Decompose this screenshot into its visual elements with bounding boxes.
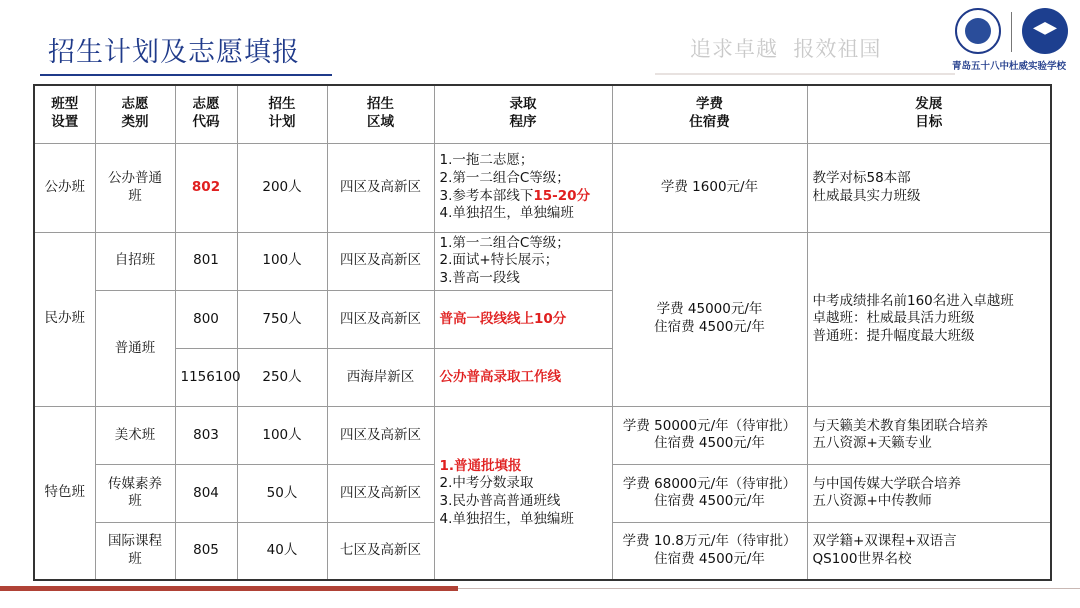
procedure-text: 3.参考本部线下 (439, 187, 534, 204)
region-cell: 四区及高新区 (327, 232, 434, 290)
group-cell: 公办班 (34, 143, 95, 232)
procedure-line (440, 188, 607, 206)
header-code: 志愿 代码 (175, 85, 237, 143)
category-cell: 普通班 (95, 290, 175, 406)
table-row (34, 406, 1051, 464)
footer-line (458, 588, 1080, 589)
procedure-cell: 1.第一二组合C等级； 2.面试+特长展示； 3.普高一段线 (434, 232, 612, 290)
goal-cell: 双学籍+双课程+双语言 QS100世界名校 (807, 522, 1051, 580)
school-emblem-logo (955, 8, 1001, 54)
procedure-cell (434, 143, 612, 232)
fee-cell: 学费 50000元/年（待审批） 住宿费 4500元/年 (612, 406, 807, 464)
region-cell: 四区及高新区 (327, 290, 434, 348)
header-class-type: 班型 设置 (34, 85, 95, 143)
header-fee: 学费 住宿费 (612, 85, 807, 143)
code-cell: 1156100 (175, 348, 237, 406)
header-row (34, 85, 1051, 143)
category-cell: 美术班 (95, 406, 175, 464)
quota-cell: 100人 (237, 406, 327, 464)
code-cell: 800 (175, 290, 237, 348)
region-cell: 西海岸新区 (327, 348, 434, 406)
goal-cell: 教学对标58本部 杜威最具实力班级 (807, 143, 1051, 232)
code-cell: 803 (175, 406, 237, 464)
quota-cell: 40人 (237, 522, 327, 580)
quota-cell: 50人 (237, 464, 327, 522)
procedure-cell: 普高一段线线上10分 (434, 290, 612, 348)
region-cell: 四区及高新区 (327, 464, 434, 522)
school-name: 青岛五十八中杜威实验学校 (952, 61, 1067, 72)
logo-divider (1011, 12, 1012, 52)
goal-cell: 中考成绩排名前160名进入卓越班 卓越班：杜威最具活力班级 普通班：提升幅度最大班级 (807, 232, 1051, 406)
fee-cell: 学费 45000元/年 住宿费 4500元/年 (612, 232, 807, 406)
region-cell: 七区及高新区 (327, 522, 434, 580)
page-title: 招生计划及志愿填报 (48, 37, 300, 68)
score-range-highlight: 15-20分 (533, 187, 591, 204)
footer-accent-bar (0, 586, 458, 591)
code-cell: 801 (175, 232, 237, 290)
quota-cell: 750人 (237, 290, 327, 348)
quota-cell: 250人 (237, 348, 327, 406)
quota-cell: 200人 (237, 143, 327, 232)
title-underline (40, 74, 332, 76)
procedure-line: 1.一拖二志愿； (439, 151, 534, 168)
table-row (34, 232, 1051, 290)
group-cell: 特色班 (34, 406, 95, 580)
quota-cell: 100人 (237, 232, 327, 290)
region-cell: 四区及高新区 (327, 143, 434, 232)
goal-cell: 与天籁美术教育集团联合培养 五八资源+天籁专业 (807, 406, 1051, 464)
header-goal: 发展 目标 (807, 85, 1051, 143)
group-cell: 民办班 (34, 232, 95, 406)
code-cell: 805 (175, 522, 237, 580)
goal-cell: 与中国传媒大学联合培养 五八资源+中传教师 (807, 464, 1051, 522)
code-cell: 802 (175, 143, 237, 232)
fee-cell: 学费 68000元/年（待审批） 住宿费 4500元/年 (612, 464, 807, 522)
enrollment-plan-table (33, 84, 1052, 581)
header-procedure: 录取 程序 (434, 85, 612, 143)
motto-underline (655, 73, 955, 75)
region-cell: 四区及高新区 (327, 406, 434, 464)
procedure-cell: 公办普高录取工作线 (434, 348, 612, 406)
category-cell: 公办普通 班 (95, 143, 175, 232)
category-cell: 传媒素养 班 (95, 464, 175, 522)
procedure-line: 1.普通批填报 (439, 457, 522, 474)
graduation-cap-logo (1022, 8, 1068, 54)
header-region: 招生 区域 (327, 85, 434, 143)
category-cell: 自招班 (95, 232, 175, 290)
procedure-line: 4.单独招生，单独编班 (439, 205, 574, 222)
procedure-cell (434, 406, 612, 580)
category-cell: 国际课程 班 (95, 522, 175, 580)
header-category: 志愿 类别 (95, 85, 175, 143)
code-cell: 804 (175, 464, 237, 522)
table-row (34, 143, 1051, 232)
motto: 追求卓越 报效祖国 (690, 37, 882, 61)
fee-cell: 学费 1600元/年 (612, 143, 807, 232)
procedure-lines: 2.中考分数录取 3.民办普高普通班线 4.单独招生，单独编班 (439, 475, 574, 527)
fee-cell: 学费 10.8万元/年（待审批） 住宿费 4500元/年 (612, 522, 807, 580)
procedure-line: 2.第一二组合C等级； (439, 169, 570, 186)
header-quota: 招生 计划 (237, 85, 327, 143)
